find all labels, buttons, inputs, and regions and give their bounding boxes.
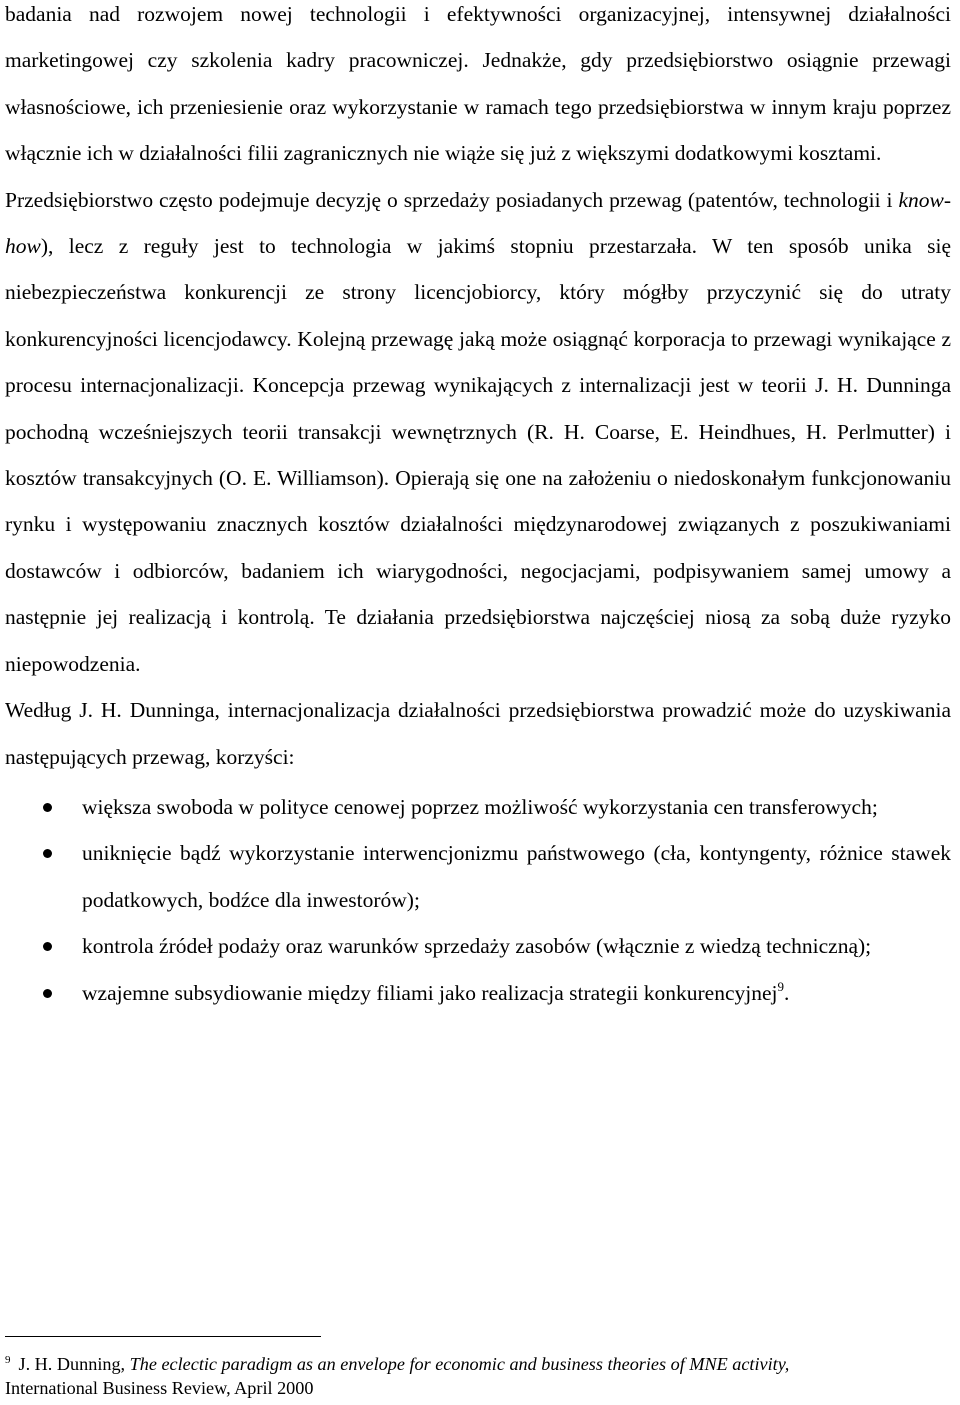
- list-item-text: uniknięcie bądź wykorzystanie interwencjonizmu państwowego (cła, kontyngenty, różnice stawek podatkowych, bodźce dla inwestorów);: [82, 841, 951, 912]
- advantages-list: [5, 784, 951, 1016]
- list-item: [5, 970, 951, 1016]
- list-item: [5, 830, 951, 923]
- paragraph-1: badania nad rozwojem nowej technologii i efektywności organizacyjnej, intensywnej działalności marketingowej czy szkolenia kadry pracowniczej. Jednakże, gdy przedsiębiorstwo osiągnie przewagi własnościowe, ich przeniesienie oraz wykorzystanie w ramach tego przedsiębiorstwa w innym kraju poprzez włącznie ich w działalności filii zagranicznych nie wiąże się już z większymi dodatkowymi kosztami.: [5, 2, 951, 166]
- list-item: [5, 923, 951, 969]
- footnote-number: 9: [5, 1354, 11, 1366]
- list-item: [5, 784, 951, 830]
- bullet-icon: [43, 803, 52, 812]
- footnote-author: J. H. Dunning,: [18, 1354, 130, 1374]
- paragraph-2: [5, 177, 951, 687]
- footnote-source: International Business Review, April 2000: [5, 1378, 314, 1398]
- paragraph-3: Według J. H. Dunninga, internacjonalizacja działalności przedsiębiorstwa prowadzić może do uzyskiwania następujących przewag, korzyści:: [5, 698, 951, 769]
- know-how-term: know-how: [5, 187, 951, 259]
- bullet-icon: [43, 989, 52, 998]
- footnote-title: The eclectic paradigm as an envelope for economic and business theories of MNE activity,: [129, 1354, 790, 1374]
- footnote-separator: [5, 1336, 321, 1337]
- list-item-tail: .: [784, 980, 790, 1005]
- footnote-reference[interactable]: 9: [777, 978, 785, 994]
- paragraph-2-part-a: Przedsiębiorstwo często podejmuje decyzję o sprzedaży posiadanych przewag (patentów, technologii i: [5, 187, 899, 212]
- list-item-text: kontrola źródeł podaży oraz warunków sprzedaży zasobów (włącznie z wiedzą techniczną);: [82, 934, 872, 959]
- list-item-text: większa swoboda w polityce cenowej poprzez możliwość wykorzystania cen transferowych;: [82, 794, 878, 819]
- bullet-icon: [43, 942, 52, 951]
- paragraph-2-part-b: ), lecz z reguły jest to technologia w jakimś stopniu przestarzała. W ten sposób unika się niebezpieczeństwa konkurencji ze strony licencjobiorcy, który mógłby przyczynić się do utraty konkurencyjności licencjodawcy. Kolejną przewagę jaką może osiągnąć korporacja to przewagi wynikające z procesu internacjonalizacji. Koncepcja przewag wynikających z internalizacji jest w teorii J. H. Dunninga pochodną wcześniejszych teorii transakcji wewnętrznych (R. H. Coarse, E. Heindhues, H. Perlmutter) i kosztów transakcyjnych (O. E. Williamson). Opierają się one na założeniu o niedoskonałym funkcjonowaniu rynku i występowaniu znacznych kosztów działalności międzynarodowej związanych z poszukiwaniami dostawców i odbiorców, badaniem ich wiarygodności, negocjacjami, podpisywaniem samej umowy a następnie jej realizacją i kontrolą. Te działania przedsiębiorstwa najczęściej niosą za sobą duże ryzyko niepowodzenia.: [5, 234, 951, 676]
- bullet-icon: [43, 849, 52, 858]
- list-item-text: wzajemne subsydiowanie między filiami jako realizacja strategii konkurencyjnej: [82, 980, 778, 1005]
- footnote: [5, 1352, 951, 1400]
- document-page: [5, 0, 951, 1016]
